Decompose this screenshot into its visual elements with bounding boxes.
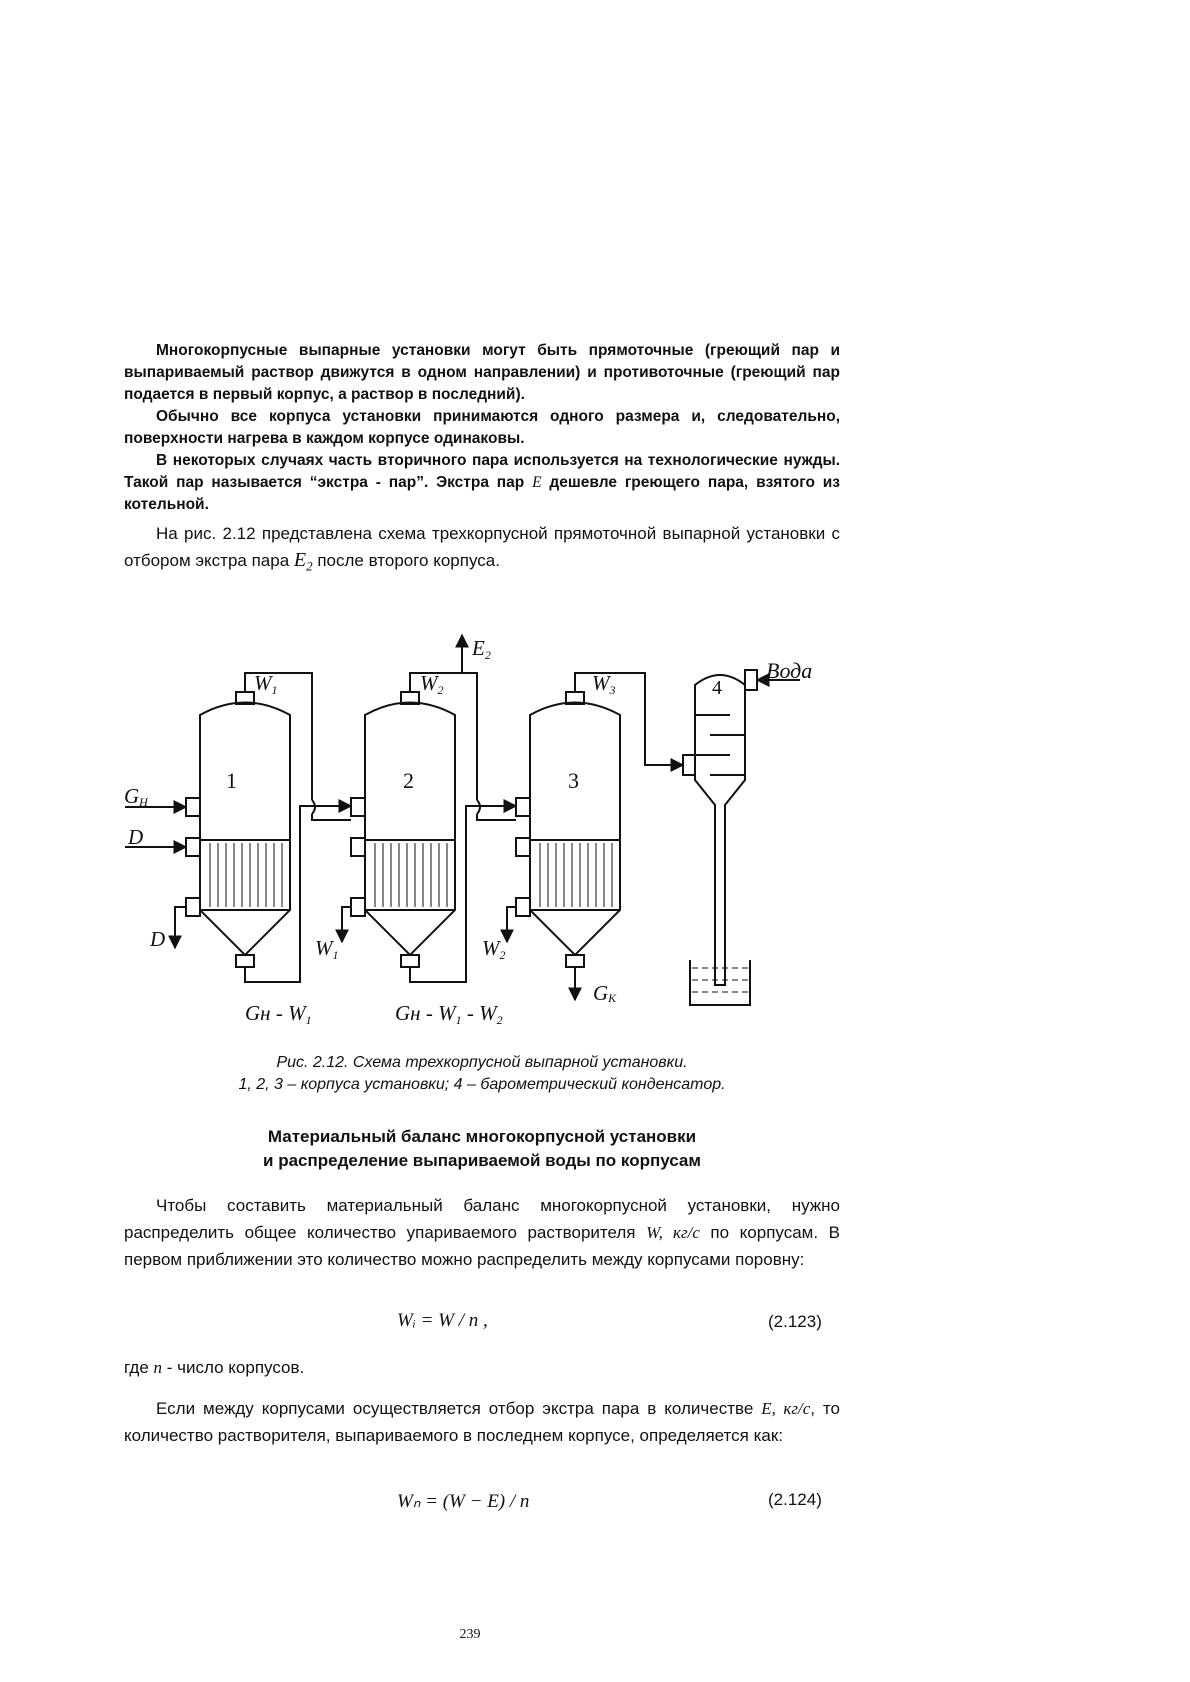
intro-paragraph-3: В некоторых случаях часть вторичного пара используется на технологические нужды. Такой пар называется “экстра - пар”. Экстра пар E дешевле греющего пара, взятого из котельной.: [124, 452, 840, 513]
label-voda: Вода: [766, 658, 813, 683]
intro-paragraph-2: Обычно все корпуса установки принимаются одного размера и, следовательно, поверхности нагрева в каждом корпусе одинаковы.: [124, 408, 840, 447]
vessel-4-number: 4: [712, 677, 722, 699]
formula-2-123-number: (2.123): [768, 1312, 822, 1331]
intro-paragraph-1: Многокорпусные выпарные установки могут быть прямоточные (греющий пар и выпариваемый раствор движутся в одном направлении) и противоточные (греющий пар подается в первый корпус, а раствор в последний).: [124, 342, 840, 403]
vessel-4-condenser: [683, 670, 757, 1005]
label-d-in: D: [128, 825, 144, 849]
figure-intro-paragraph: На рис. 2.12 представлена схема трехкорпусной прямоточной выпарной установки с отбором экстра пара $E_2$ после второго корпуса.: [124, 524, 840, 574]
label-w2: W2: [420, 671, 444, 697]
formula-2-123: Wᵢ = W / n ,: [397, 1310, 488, 1331]
formula-2-124-number: (2.124): [768, 1490, 822, 1509]
vessel-1: [186, 692, 290, 967]
label-w3: W3: [592, 671, 616, 697]
label-w2-out: W2: [482, 936, 506, 962]
label-d-out: D: [150, 927, 166, 951]
balance-paragraph: Чтобы составить материальный баланс многокорпусной установки, нужно распределить общее количество упариваемого растворителя W, кг/с по корпусам. В первом приближении это количество можно распределить между корпусами поровну:: [124, 1196, 840, 1269]
vessel-3: [516, 692, 620, 967]
vapor-pipes: [245, 635, 800, 820]
formula-2-124: Wₙ = (W − E) / n: [397, 1491, 530, 1512]
vessel-1-number: 1: [226, 768, 237, 793]
section-heading: Материальный баланс многокорпусной установки и распределение выпариваемой воды по корпусам: [263, 1127, 701, 1170]
vessel-2-number: 2: [403, 768, 414, 793]
label-w1-out: W1: [315, 936, 339, 962]
figure-caption: Рис. 2.12. Схема трехкорпусной выпарной установки. 1, 2, 3 – корпуса установки; 4 – барометрический конденсатор.: [238, 1054, 726, 1093]
vessel-2: [351, 692, 455, 967]
solution-pipes: [245, 806, 575, 1000]
where-n-line: где n - число корпусов.: [124, 1358, 305, 1377]
label-bottom-2: Gн - W1 - W2: [395, 1001, 503, 1027]
label-w1: W1: [254, 671, 278, 697]
vessel-3-number: 3: [568, 768, 579, 793]
feed-arrows: [125, 807, 516, 948]
label-gk: GК: [593, 981, 617, 1005]
extra-steam-paragraph: Если между корпусами осуществляется отбор экстра пара в количестве E, кг/с, то количество растворителя, выпариваемого в последнем корпусе, определяется как:: [124, 1399, 840, 1445]
label-bottom-1: Gн - W1: [245, 1001, 312, 1027]
label-gn: GН: [124, 784, 148, 809]
label-e2: E2: [472, 636, 491, 662]
page-number: 239: [459, 1627, 481, 1642]
